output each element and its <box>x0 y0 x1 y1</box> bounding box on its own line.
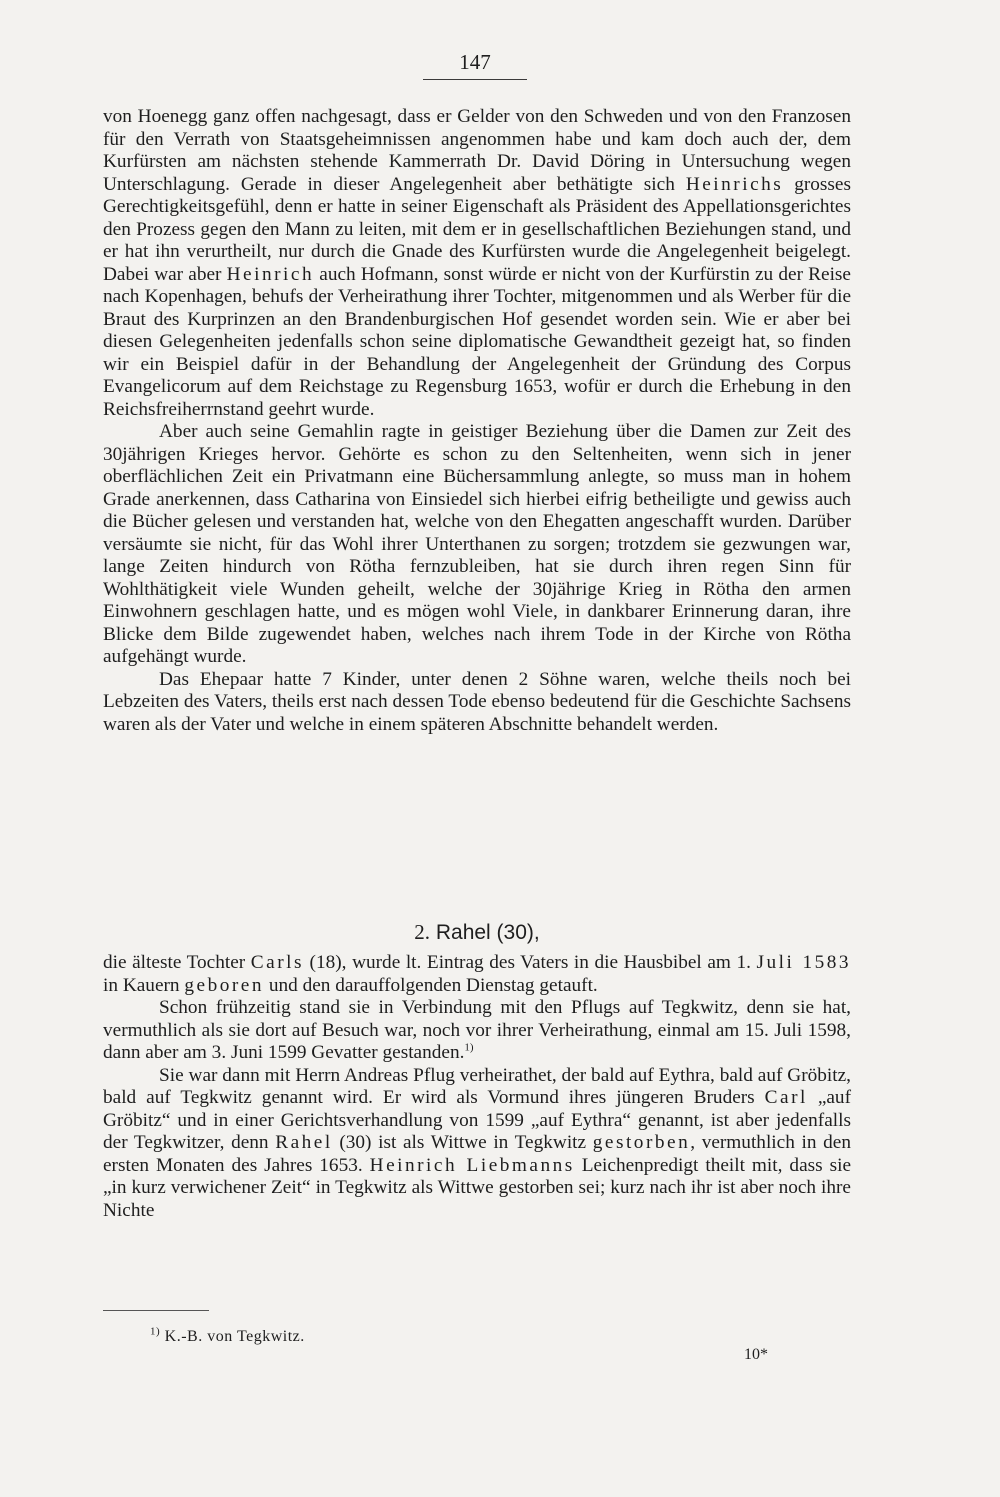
spaced-word-gestorben: gestorben <box>592 1132 691 1153</box>
spaced-name-carls: Carls <box>250 952 304 973</box>
text-run: (30) ist als Wittwe in Tegkwitz <box>332 1132 593 1153</box>
text-run: Leichenpredigt theilt mit, dass sie „in kurz verwichener Zeit“ in Tegkwitz als Wittwe gestorben sei; kurz nach ihr ist aber noch ihre Nichte <box>103 1154 852 1221</box>
spaced-word-geboren: geboren <box>184 974 264 996</box>
text-run: von Hoenegg ganz offen nachgesagt, dass er Gelder von den Schweden und von den Franzosen für den Verrath von Staatsgeheimnissen angenommen habe und kam doch auch der, dem Kurfürsten am nächsten stehende Kammerrath Dr. David Döring in Untersuchung wegen Unterschlagung. Gerade in dieser Angelegenheit aber bethätigte sich <box>103 106 851 195</box>
text-run: „auf Gröbitz“ und in einer Gerichtsverhandlung von 1599 „auf Eythra“ genannt, ist aber jedenfalls der Tegkwitzer, denn <box>103 1087 851 1153</box>
text-run: Sie war dann mit Herrn Andreas Pflug verheirathet, der bald auf Eythra, bald auf Gröbitz, bald auf Tegkwitz genannt wird. Er wird als Vormund ihres jüngeren Bruders <box>103 1064 851 1108</box>
heading-number: 2. <box>414 920 430 944</box>
paragraph-6 <box>103 1065 851 1223</box>
footnote-marker: 1) <box>150 1325 161 1338</box>
page-number: 147 <box>423 52 527 80</box>
text-run: grosses Gerechtigkeitsgefühl, denn er hatte in seiner Eigenschaft als Präsident des Appellationsgerichtes den Prozess gegen den Mann zu leiten, mit dem er in gesellschaftlichen Beziehungen stand, und er hat ihn verurtheilt, nur durch die Gnade des Kurfürsten wurde die Angelegenheit beigelegt. Dabei war aber <box>103 173 851 285</box>
spaced-name-heinrich-liebmanns: Heinrich Liebmanns <box>369 1154 575 1176</box>
footnote-divider <box>103 1310 209 1311</box>
text-run: die älteste Tochter <box>103 952 251 973</box>
text-run: Schon frühzeitig stand sie in Verbindung mit den Pflugs auf Tegkwitz, denn sie hat, vermuthlich als sie dort auf Besuch war, noch vor ihrer Verheirathung, einmal am 15. Juli 1598, dann aber am 3. Juni 1599 Gevatter gestanden. <box>103 997 851 1063</box>
text-run: und den darauffolgenden Dienstag getauft. <box>264 974 598 996</box>
spaced-name-heinrichs: Heinrichs <box>685 173 784 195</box>
spaced-name-rahel: Rahel <box>275 1132 333 1153</box>
main-text-section-1 <box>103 106 851 736</box>
heading-title: Rahel (30), <box>435 921 540 944</box>
text-run: auch Hofmann, sonst würde er nicht von der Kurfürstin zu der Reise nach Kopenhagen, behufs der Verheirathung ihrer Tochter, mitgenommen und als Werber für die Braut des Kurprinzen an den Brandenburgischen Hof gesendet worden sein. Wie er aber bei diesen Gelegenheiten jedenfalls schon seine diplomatische Gewandtheit gezeigt hat, so finden wir ein Beispiel dafür in der Behandlung der Angelegenheit der Gründung des Corpus Evangelicorum auf dem Reichstage zu Regensburg 1653, wofür er durch die Erhebung in den Reichsfreiherrnstand geehrt wurde. <box>103 263 851 420</box>
paragraph-3: Das Ehepaar hatte 7 Kinder, unter denen 2 Söhne waren, welche theils noch bei Lebzeiten des Vaters, theils erst nach dessen Tode ebenso bedeutend für die Geschichte Sachsens waren als der Vater und welche in einem späteren Abschnitte behandelt werden. <box>103 668 851 735</box>
footnote-reference: 1) <box>464 1041 474 1054</box>
spaced-name-carl: Carl <box>764 1087 808 1108</box>
text-run: , vermuthlich in den ersten Monaten des Jahres 1653. <box>103 1132 851 1176</box>
paragraph-5 <box>103 997 851 1065</box>
text-run: in Kauern <box>103 974 185 996</box>
spaced-name-heinrich: Heinrich <box>226 263 315 285</box>
footnote <box>150 1327 305 1347</box>
paragraph-1 <box>103 106 851 421</box>
footnote-text: K.-B. von Tegkwitz. <box>164 1328 305 1345</box>
section-heading <box>103 919 851 946</box>
spaced-date: Juli 1583 <box>756 952 852 973</box>
paragraph-4 <box>103 952 851 997</box>
signature-mark: 10* <box>744 1346 768 1363</box>
text-run: (18), wurde lt. Eintrag des Vaters in die Hausbibel am 1. <box>303 952 757 973</box>
paragraph-2: Aber auch seine Gemahlin ragte in geistiger Beziehung über die Damen zur Zeit des 30jährigen Krieges hervor. Gehörte es schon zu den Seltenheiten, wenn sich in jener oberflächlichen Zeit ein Privatmann eine Büchersammlung anlegte, so muss man in hohem Grade anerkennen, dass Catharina von Einsiedel sich hierbei eifrig betheiligte und gewiss auch die Bücher gelesen und verstanden hat, welche von den Ehegatten angeschafft wurden. Darüber versäumte sie nicht, für das Wohl ihrer Unterthanen zu sorgen; trotzdem sie gezwungen war, lange Zeiten hindurch von Rötha fernzubleiben, hat sie durch ihren regen Sinn für Wohlthätigkeit viele Wunden geheilt, welche der 30jährige Krieg in Rötha den armen Einwohnern geschlagen hatte, und es mögen wohl Viele, in dankbarer Erinnerung daran, ihre Blicke dem Bilde zugewendet haben, welches nach ihrem Tode in der Kirche von Rötha aufgehängt wurde. <box>103 421 851 667</box>
main-text-section-2 <box>103 952 851 1222</box>
